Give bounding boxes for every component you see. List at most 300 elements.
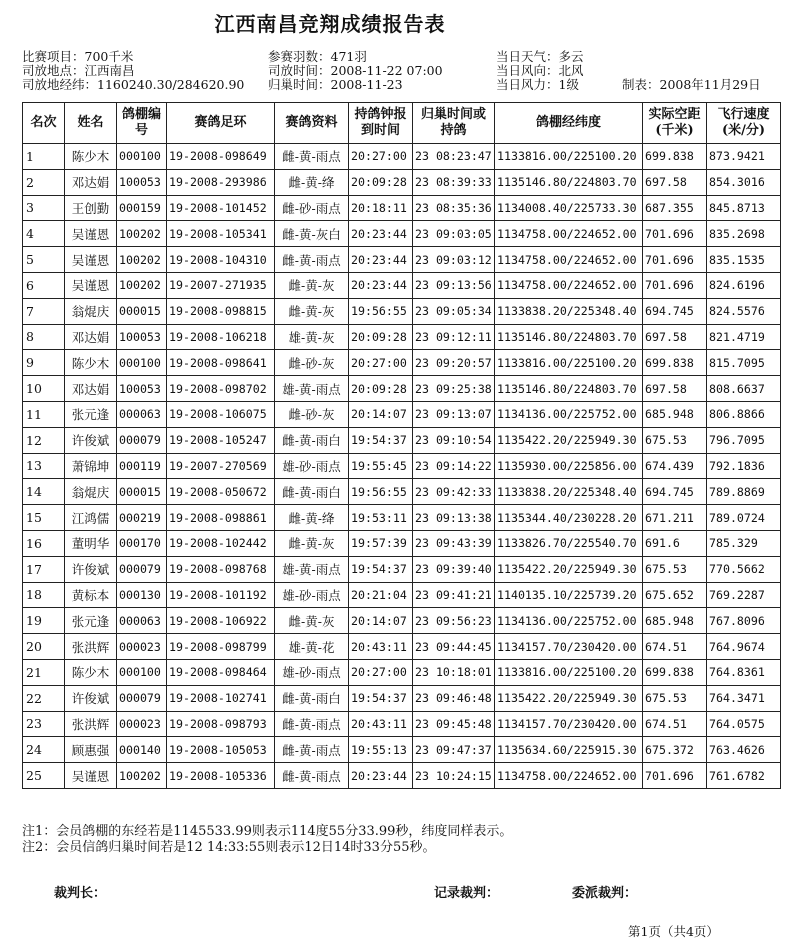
table-row <box>23 221 781 247</box>
cell-ring: 19-2008-098793 <box>167 711 275 737</box>
cell-loft: 000079 <box>117 427 167 453</box>
cell-loft: 000100 <box>117 659 167 685</box>
cell-speed: 824.6196 <box>707 272 781 298</box>
cell-dist: 697.58 <box>643 376 707 402</box>
header-ring: 赛鸽足环 <box>167 103 275 144</box>
cell-clock: 20:27:00 <box>349 659 413 685</box>
table-row <box>23 169 781 195</box>
cell-bird: 雌-砂-灰 <box>275 350 349 376</box>
cell-speed: 789.0724 <box>707 505 781 531</box>
cell-rank: 14 <box>23 479 65 505</box>
cell-loft: 000079 <box>117 685 167 711</box>
cell-name: 张洪辉 <box>65 711 117 737</box>
cell-arrival: 23 09:20:57 <box>413 350 495 376</box>
table-row <box>23 556 781 582</box>
cell-coord: 1140135.10/225739.20 <box>495 582 643 608</box>
table-row <box>23 685 781 711</box>
cell-clock: 20:43:11 <box>349 711 413 737</box>
cell-coord: 1134758.00/224652.00 <box>495 247 643 273</box>
cell-name: 吴谨恩 <box>65 272 117 298</box>
cell-loft: 000015 <box>117 298 167 324</box>
header-coord: 鸽棚经纬度 <box>495 103 643 144</box>
cell-clock: 20:09:28 <box>349 324 413 350</box>
return-date: 归巢时间：2008-11-23 <box>268 77 403 92</box>
cell-name: 张洪辉 <box>65 634 117 660</box>
cell-speed: 785.329 <box>707 530 781 556</box>
cell-speed: 806.8866 <box>707 401 781 427</box>
cell-speed: 763.4626 <box>707 737 781 763</box>
table-row <box>23 298 781 324</box>
cell-coord: 1135422.20/225949.30 <box>495 556 643 582</box>
table-row <box>23 659 781 685</box>
cell-coord: 1135344.40/230228.20 <box>495 505 643 531</box>
release-location: 司放地点：江西南昌 <box>22 63 135 78</box>
table-row <box>23 634 781 660</box>
cell-rank: 9 <box>23 350 65 376</box>
cell-bird: 雌-黄-雨白 <box>275 479 349 505</box>
cell-dist: 694.745 <box>643 298 707 324</box>
cell-clock: 20:23:44 <box>349 247 413 273</box>
cell-clock: 20:23:44 <box>349 221 413 247</box>
cell-dist: 697.58 <box>643 324 707 350</box>
cell-ring: 19-2007-270569 <box>167 453 275 479</box>
cell-ring: 19-2008-098799 <box>167 634 275 660</box>
cell-name: 翁焜庆 <box>65 479 117 505</box>
table-row <box>23 737 781 763</box>
cell-loft: 000219 <box>117 505 167 531</box>
cell-dist: 685.948 <box>643 608 707 634</box>
cell-dist: 675.53 <box>643 685 707 711</box>
cell-loft: 000023 <box>117 634 167 660</box>
cell-rank: 8 <box>23 324 65 350</box>
cell-clock: 19:54:37 <box>349 556 413 582</box>
cell-loft: 000063 <box>117 608 167 634</box>
table-row <box>23 505 781 531</box>
table-row <box>23 530 781 556</box>
cell-loft: 000159 <box>117 195 167 221</box>
cell-rank: 12 <box>23 427 65 453</box>
cell-loft: 100202 <box>117 763 167 789</box>
release-time: 司放时间：2008-11-22 07:00 <box>268 63 443 78</box>
cell-loft: 100053 <box>117 324 167 350</box>
cell-loft: 000023 <box>117 711 167 737</box>
cell-bird: 雌-黄-雨白 <box>275 427 349 453</box>
cell-dist: 701.696 <box>643 763 707 789</box>
cell-ring: 19-2008-105336 <box>167 763 275 789</box>
cell-rank: 13 <box>23 453 65 479</box>
cell-coord: 1133816.00/225100.20 <box>495 350 643 376</box>
cell-dist: 697.58 <box>643 169 707 195</box>
cell-clock: 19:53:11 <box>349 505 413 531</box>
cell-loft: 000100 <box>117 144 167 170</box>
table-row <box>23 350 781 376</box>
cell-ring: 19-2008-105341 <box>167 221 275 247</box>
cell-dist: 674.439 <box>643 453 707 479</box>
cell-bird: 雄-黄-雨点 <box>275 556 349 582</box>
cell-coord: 1135422.20/225949.30 <box>495 427 643 453</box>
header-clock: 持鸽钟报到时间 <box>349 103 413 144</box>
cell-arrival: 23 09:25:38 <box>413 376 495 402</box>
cell-name: 张元逢 <box>65 608 117 634</box>
cell-speed: 764.0575 <box>707 711 781 737</box>
cell-speed: 792.1836 <box>707 453 781 479</box>
cell-loft: 000130 <box>117 582 167 608</box>
cell-clock: 20:09:28 <box>349 376 413 402</box>
header-rank: 名次 <box>23 103 65 144</box>
cell-ring: 19-2008-102442 <box>167 530 275 556</box>
cell-dist: 701.696 <box>643 221 707 247</box>
cell-loft: 000140 <box>117 737 167 763</box>
cell-loft: 000015 <box>117 479 167 505</box>
cell-arrival: 23 09:05:34 <box>413 298 495 324</box>
cell-clock: 20:27:00 <box>349 350 413 376</box>
table-row <box>23 195 781 221</box>
report-title: 江西南昌竞翔成绩报告表 <box>214 12 446 36</box>
cell-bird: 雌-黄-灰 <box>275 608 349 634</box>
cell-ring: 19-2008-098768 <box>167 556 275 582</box>
cell-clock: 20:23:44 <box>349 763 413 789</box>
cell-bird: 雌-黄-灰 <box>275 272 349 298</box>
cell-loft: 000079 <box>117 556 167 582</box>
cell-bird: 雄-黄-花 <box>275 634 349 660</box>
cell-dist: 674.51 <box>643 634 707 660</box>
header-loft: 鸽棚编号 <box>117 103 167 144</box>
notes <box>22 824 512 856</box>
cell-speed: 789.8869 <box>707 479 781 505</box>
cell-arrival: 23 09:43:39 <box>413 530 495 556</box>
header-bird: 赛鸽资料 <box>275 103 349 144</box>
table-row <box>23 144 781 170</box>
cell-arrival: 23 08:35:36 <box>413 195 495 221</box>
entry-count: 参赛羽数：471羽 <box>268 49 367 64</box>
cell-loft: 000119 <box>117 453 167 479</box>
cell-coord: 1134008.40/225733.30 <box>495 195 643 221</box>
cell-loft: 000170 <box>117 530 167 556</box>
cell-coord: 1134758.00/224652.00 <box>495 221 643 247</box>
cell-dist: 685.948 <box>643 401 707 427</box>
cell-arrival: 23 09:03:05 <box>413 221 495 247</box>
cell-speed: 796.7095 <box>707 427 781 453</box>
cell-bird: 雌-黄-雨点 <box>275 711 349 737</box>
cell-rank: 15 <box>23 505 65 531</box>
cell-bird: 雌-砂-灰 <box>275 401 349 427</box>
cell-dist: 675.652 <box>643 582 707 608</box>
wind-direction: 当日风向：北风 <box>496 63 584 78</box>
cell-coord: 1133838.20/225348.40 <box>495 298 643 324</box>
cell-coord: 1134758.00/224652.00 <box>495 763 643 789</box>
cell-rank: 2 <box>23 169 65 195</box>
weather: 当日天气：多云 <box>496 49 584 64</box>
cell-ring: 19-2008-293986 <box>167 169 275 195</box>
table-row <box>23 272 781 298</box>
cell-bird: 雄-砂-雨点 <box>275 659 349 685</box>
cell-speed: 764.3471 <box>707 685 781 711</box>
cell-bird: 雌-黄-雨点 <box>275 737 349 763</box>
cell-rank: 6 <box>23 272 65 298</box>
cell-bird: 雌-黄-雨白 <box>275 685 349 711</box>
cell-loft: 100202 <box>117 272 167 298</box>
cell-arrival: 23 09:13:07 <box>413 401 495 427</box>
cell-speed: 824.5576 <box>707 298 781 324</box>
cell-speed: 835.2698 <box>707 221 781 247</box>
cell-arrival: 23 09:47:37 <box>413 737 495 763</box>
cell-arrival: 23 09:41:21 <box>413 582 495 608</box>
cell-rank: 22 <box>23 685 65 711</box>
table-row <box>23 479 781 505</box>
cell-name: 黄标本 <box>65 582 117 608</box>
cell-arrival: 23 10:18:01 <box>413 659 495 685</box>
cell-coord: 1135634.60/225915.30 <box>495 737 643 763</box>
cell-dist: 701.696 <box>643 272 707 298</box>
cell-clock: 19:56:55 <box>349 298 413 324</box>
cell-ring: 19-2008-098649 <box>167 144 275 170</box>
cell-dist: 674.51 <box>643 711 707 737</box>
cell-dist: 699.838 <box>643 350 707 376</box>
header-dist: 实际空距(千米) <box>643 103 707 144</box>
cell-rank: 11 <box>23 401 65 427</box>
cell-coord: 1133826.70/225540.70 <box>495 530 643 556</box>
cell-arrival: 23 09:44:45 <box>413 634 495 660</box>
cell-rank: 19 <box>23 608 65 634</box>
chief-judge-label: 裁判长： <box>54 886 107 901</box>
table-row <box>23 427 781 453</box>
results-body <box>23 144 781 789</box>
cell-coord: 1133838.20/225348.40 <box>495 479 643 505</box>
cell-ring: 19-2008-104310 <box>167 247 275 273</box>
cell-clock: 20:43:11 <box>349 634 413 660</box>
cell-rank: 4 <box>23 221 65 247</box>
wind-force: 当日风力：1级 <box>496 77 579 92</box>
cell-speed: 873.9421 <box>707 144 781 170</box>
cell-dist: 691.6 <box>643 530 707 556</box>
cell-arrival: 23 08:39:33 <box>413 169 495 195</box>
cell-clock: 19:56:55 <box>349 479 413 505</box>
cell-loft: 100053 <box>117 169 167 195</box>
cell-clock: 19:55:13 <box>349 737 413 763</box>
cell-arrival: 23 09:03:12 <box>413 247 495 273</box>
cell-rank: 25 <box>23 763 65 789</box>
race-distance: 比赛项目：700千米 <box>22 49 134 64</box>
cell-loft: 000100 <box>117 350 167 376</box>
cell-name: 吴谨恩 <box>65 763 117 789</box>
cell-dist: 675.53 <box>643 556 707 582</box>
cell-dist: 699.838 <box>643 659 707 685</box>
cell-rank: 5 <box>23 247 65 273</box>
cell-bird: 雌-黄-雨点 <box>275 144 349 170</box>
cell-ring: 19-2008-098861 <box>167 505 275 531</box>
cell-name: 陈少木 <box>65 144 117 170</box>
cell-speed: 854.3016 <box>707 169 781 195</box>
table-row <box>23 711 781 737</box>
cell-rank: 3 <box>23 195 65 221</box>
note-1: 注1：会员鸽棚的东经若是1145533.99则表示114度55分33.99秒，纬度同样表示。 <box>22 824 513 839</box>
cell-rank: 24 <box>23 737 65 763</box>
page-number: 第1页（共4页） <box>628 924 719 939</box>
cell-arrival: 23 09:45:48 <box>413 711 495 737</box>
cell-name: 江鸿儒 <box>65 505 117 531</box>
cell-ring: 19-2008-102741 <box>167 685 275 711</box>
cell-coord: 1134136.00/225752.00 <box>495 401 643 427</box>
cell-rank: 21 <box>23 659 65 685</box>
cell-name: 邓达娟 <box>65 376 117 402</box>
note-2: 注2：会员信鸽归巢时间若是12 14:33:55则表示12日14时33分55秒。 <box>22 840 436 855</box>
cell-name: 许俊斌 <box>65 556 117 582</box>
cell-name: 邓达娟 <box>65 169 117 195</box>
cell-loft: 100053 <box>117 376 167 402</box>
cell-speed: 764.8361 <box>707 659 781 685</box>
table-row <box>23 763 781 789</box>
cell-name: 顾惠强 <box>65 737 117 763</box>
cell-rank: 17 <box>23 556 65 582</box>
info-col-middle <box>268 50 443 92</box>
cell-coord: 1134157.70/230420.00 <box>495 711 643 737</box>
header-arrival: 归巢时间或持鸽 <box>413 103 495 144</box>
cell-rank: 20 <box>23 634 65 660</box>
table-row <box>23 608 781 634</box>
cell-arrival: 23 09:13:38 <box>413 505 495 531</box>
cell-name: 王创勤 <box>65 195 117 221</box>
cell-arrival: 23 09:13:56 <box>413 272 495 298</box>
cell-ring: 19-2008-106922 <box>167 608 275 634</box>
cell-speed: 764.9674 <box>707 634 781 660</box>
cell-name: 萧锦坤 <box>65 453 117 479</box>
cell-clock: 20:09:28 <box>349 169 413 195</box>
header-name: 姓名 <box>65 103 117 144</box>
cell-coord: 1134758.00/224652.00 <box>495 272 643 298</box>
cell-bird: 雌-黄-灰 <box>275 530 349 556</box>
cell-dist: 694.745 <box>643 479 707 505</box>
cell-loft: 100202 <box>117 247 167 273</box>
cell-arrival: 23 09:10:54 <box>413 427 495 453</box>
cell-speed: 767.8096 <box>707 608 781 634</box>
cell-coord: 1133816.00/225100.20 <box>495 144 643 170</box>
cell-ring: 19-2008-101452 <box>167 195 275 221</box>
cell-bird: 雄-砂-雨点 <box>275 582 349 608</box>
results-table <box>22 102 781 789</box>
cell-clock: 20:14:07 <box>349 401 413 427</box>
cell-ring: 19-2008-050672 <box>167 479 275 505</box>
cell-ring: 19-2008-098464 <box>167 659 275 685</box>
cell-arrival: 23 09:46:48 <box>413 685 495 711</box>
cell-bird: 雄-砂-雨点 <box>275 453 349 479</box>
cell-name: 董明华 <box>65 530 117 556</box>
cell-speed: 821.4719 <box>707 324 781 350</box>
cell-loft: 100202 <box>117 221 167 247</box>
header-speed: 飞行速度(米/分) <box>707 103 781 144</box>
release-coordinates: 司放地经纬：1160240.30/284620.90 <box>22 77 245 92</box>
cell-name: 陈少木 <box>65 350 117 376</box>
cell-coord: 1134136.00/225752.00 <box>495 608 643 634</box>
cell-bird: 雌-砂-雨点 <box>275 195 349 221</box>
cell-dist: 675.372 <box>643 737 707 763</box>
cell-clock: 19:55:45 <box>349 453 413 479</box>
cell-coord: 1133816.00/225100.20 <box>495 659 643 685</box>
cell-name: 许俊斌 <box>65 427 117 453</box>
table-row <box>23 401 781 427</box>
table-row <box>23 376 781 402</box>
cell-speed: 815.7095 <box>707 350 781 376</box>
cell-bird: 雌-黄-雨点 <box>275 247 349 273</box>
cell-bird: 雄-黄-雨点 <box>275 376 349 402</box>
cell-loft: 000063 <box>117 401 167 427</box>
recorder-label: 记录裁判： <box>434 886 500 901</box>
cell-speed: 845.8713 <box>707 195 781 221</box>
cell-arrival: 23 10:24:15 <box>413 763 495 789</box>
cell-ring: 19-2008-098702 <box>167 376 275 402</box>
cell-rank: 10 <box>23 376 65 402</box>
cell-clock: 20:27:00 <box>349 144 413 170</box>
cell-coord: 1135422.20/225949.30 <box>495 685 643 711</box>
cell-speed: 808.6637 <box>707 376 781 402</box>
cell-name: 邓达娟 <box>65 324 117 350</box>
cell-bird: 雄-黄-灰 <box>275 324 349 350</box>
cell-ring: 19-2008-106075 <box>167 401 275 427</box>
appointed-judge-label: 委派裁判： <box>572 886 638 901</box>
cell-dist: 701.696 <box>643 247 707 273</box>
cell-rank: 18 <box>23 582 65 608</box>
cell-rank: 23 <box>23 711 65 737</box>
cell-ring: 19-2008-106218 <box>167 324 275 350</box>
info-col-left <box>22 50 244 92</box>
cell-dist: 675.53 <box>643 427 707 453</box>
cell-name: 许俊斌 <box>65 685 117 711</box>
cell-arrival: 23 09:14:22 <box>413 453 495 479</box>
cell-speed: 761.6782 <box>707 763 781 789</box>
header-row <box>23 103 781 144</box>
cell-ring: 19-2008-098815 <box>167 298 275 324</box>
cell-arrival: 23 09:12:11 <box>413 324 495 350</box>
tabulation-date: 制表：2008年11月29日 <box>622 77 761 92</box>
cell-coord: 1135146.80/224803.70 <box>495 324 643 350</box>
cell-dist: 699.838 <box>643 144 707 170</box>
cell-rank: 1 <box>23 144 65 170</box>
cell-bird: 雌-黄-灰白 <box>275 221 349 247</box>
cell-name: 张元逢 <box>65 401 117 427</box>
cell-clock: 20:18:11 <box>349 195 413 221</box>
cell-name: 吴谨恩 <box>65 221 117 247</box>
cell-arrival: 23 09:39:40 <box>413 556 495 582</box>
cell-name: 翁焜庆 <box>65 298 117 324</box>
cell-clock: 19:54:37 <box>349 685 413 711</box>
cell-coord: 1135930.00/225856.00 <box>495 453 643 479</box>
table-row <box>23 324 781 350</box>
cell-bird: 雌-黄-灰 <box>275 298 349 324</box>
cell-clock: 19:54:37 <box>349 427 413 453</box>
cell-dist: 671.211 <box>643 505 707 531</box>
cell-bird: 雌-黄-绛 <box>275 169 349 195</box>
cell-name: 吴谨恩 <box>65 247 117 273</box>
cell-speed: 769.2287 <box>707 582 781 608</box>
cell-speed: 770.5662 <box>707 556 781 582</box>
cell-name: 陈少木 <box>65 659 117 685</box>
cell-arrival: 23 09:42:33 <box>413 479 495 505</box>
cell-speed: 835.1535 <box>707 247 781 273</box>
cell-coord: 1134157.70/230420.00 <box>495 634 643 660</box>
cell-ring: 19-2008-101192 <box>167 582 275 608</box>
cell-clock: 20:21:04 <box>349 582 413 608</box>
table-row <box>23 453 781 479</box>
cell-clock: 20:23:44 <box>349 272 413 298</box>
cell-ring: 19-2008-105053 <box>167 737 275 763</box>
cell-dist: 687.355 <box>643 195 707 221</box>
cell-coord: 1135146.80/224803.70 <box>495 169 643 195</box>
cell-ring: 19-2008-098641 <box>167 350 275 376</box>
cell-coord: 1135146.80/224803.70 <box>495 376 643 402</box>
cell-bird: 雌-黄-绛 <box>275 505 349 531</box>
cell-bird: 雌-黄-雨点 <box>275 763 349 789</box>
cell-clock: 20:14:07 <box>349 608 413 634</box>
info-col-right <box>496 50 584 92</box>
